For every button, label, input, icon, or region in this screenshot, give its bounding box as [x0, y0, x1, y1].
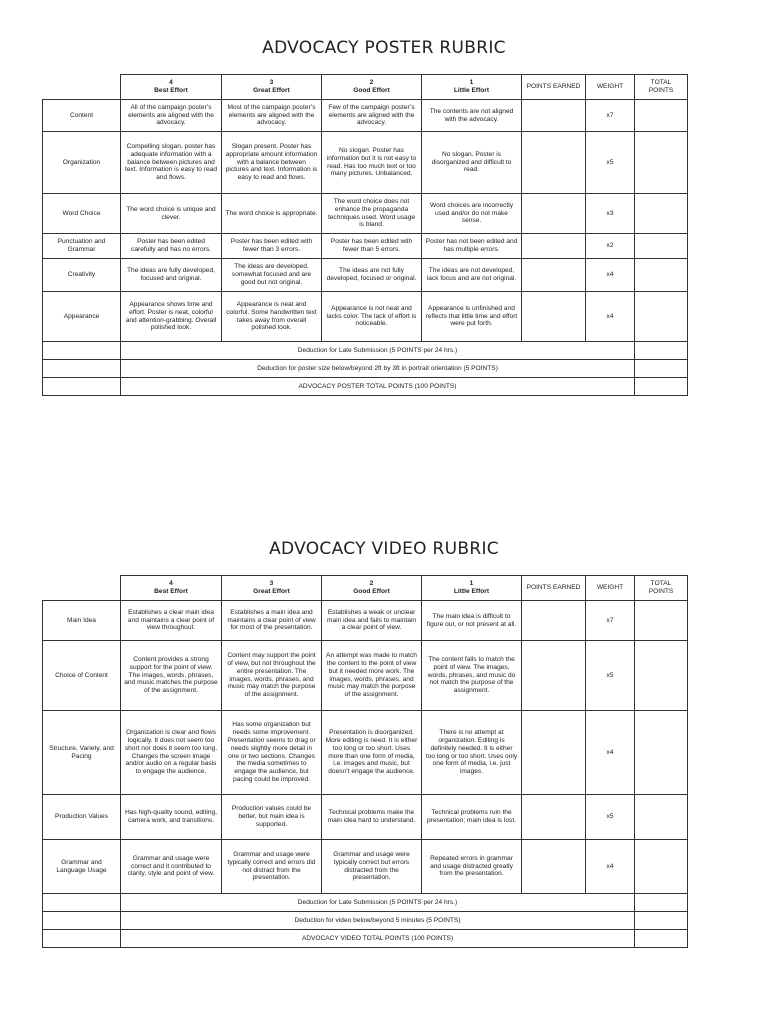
header-row: [43, 75, 688, 100]
level-3-header: 3 Great Effort: [222, 75, 322, 100]
level-4-descriptor: Compelling slogan, poster has adequate information with a balance between pictures and text. Information is easy to read and flows.: [121, 132, 222, 194]
level-2-descriptor: Appearance is not neat and lacks color. The lack of effort is noticeable.: [322, 292, 422, 342]
level-4-header: 4 Best Effort: [121, 75, 222, 100]
level-4-descriptor: Appearance shows time and effort. Poster is neat, colorful and attention-grabbing. Overall polished look.: [121, 292, 222, 342]
total-points-cell: [635, 601, 688, 641]
total-points-label: ADVOCACY POSTER TOTAL POINTS (100 POINTS): [121, 378, 635, 396]
level-3-descriptor: Most of the campaign poster’s elements are aligned with the advocacy.: [222, 100, 322, 132]
level-3-descriptor: Establishes a main idea and maintains a clear point of view for most of the presentation.: [222, 601, 322, 641]
rubric-row: [43, 601, 688, 641]
points-earned-header: POINTS EARNED: [522, 576, 586, 601]
weight-header: WEIGHT: [586, 576, 635, 601]
total-points-cell: [635, 100, 688, 132]
points-earned-cell: [522, 641, 586, 711]
criterion-label: Appearance: [43, 292, 121, 342]
level-1-descriptor: No slogan. Poster is disorganized and difficult to read.: [422, 132, 522, 194]
footer-spacer: [43, 360, 121, 378]
level-1-header: 1 Little Effort: [422, 576, 522, 601]
deduction-label: Deduction for Late Submission (5 POINTS per 24 hrs.): [121, 894, 635, 912]
footer-row: [43, 930, 688, 948]
level-2-descriptor: No slogan. Poster has information but it is not easy to read. Has too much text or too many pictures. Unbalanced.: [322, 132, 422, 194]
level-3-descriptor: Content may support the point of view, but not throughout the entire presentation. The images, words, phrases, and music may match the purpose of the assignment.: [222, 641, 322, 711]
level-2-descriptor: Presentation is disorganized. More editing is need. It is either too long or too short. Uses more than one form of media, i.e. images and music, but doesn’t engage the audience.: [322, 711, 422, 795]
rubric-row: [43, 840, 688, 894]
rubric-row: [43, 641, 688, 711]
level-2-descriptor: Establishes a weak or unclear main idea and fails to maintain a clear point of view.: [322, 601, 422, 641]
level-1-descriptor: The content fails to match the point of view. The images, words, phrases, and music do not match the purpose of the assignment.: [422, 641, 522, 711]
level-4-descriptor: Grammar and usage were correct and it contributed to clarity, style and point of view.: [121, 840, 222, 894]
weight-header: WEIGHT: [586, 75, 635, 100]
total-points-cell: [635, 840, 688, 894]
weight-value: x7: [586, 601, 635, 641]
weight-value: x4: [586, 292, 635, 342]
level-3-descriptor: The ideas are developed, somewhat focused and are good but not original.: [222, 259, 322, 292]
level-1-descriptor: Technical problems ruin the presentation; main idea is lost.: [422, 795, 522, 840]
footer-spacer: [43, 342, 121, 360]
weight-value: x5: [586, 641, 635, 711]
level-1-descriptor: The contents are not aligned with the advocacy.: [422, 100, 522, 132]
level-3-descriptor: Has some organization but needs some improvement. Presentation seems to drag or needs slightly more detail in one or two sections. Changes the media sometimes to engage the audience, but pacing could be improved.: [222, 711, 322, 795]
level-1-descriptor: The ideas are not developed, lack focus and are not original.: [422, 259, 522, 292]
footer-spacer: [43, 912, 121, 930]
footer-points-cell: [635, 360, 688, 378]
level-3-descriptor: Appearance is neat and colorful. Some handwritten text takes away from overall polished look.: [222, 292, 322, 342]
footer-row: [43, 912, 688, 930]
points-earned-cell: [522, 100, 586, 132]
rubric-row: [43, 292, 688, 342]
points-earned-cell: [522, 601, 586, 641]
level-4-descriptor: Content provides a strong support for the point of view. The images, words, phrases, and music matches the purpose of the assignment.: [121, 641, 222, 711]
level-2-descriptor: The word choice does not enhance the propaganda techniques used. Word usage is bland.: [322, 194, 422, 234]
level-3-descriptor: Production values could be better, but main idea is supported.: [222, 795, 322, 840]
deduction-label: Deduction for Late Submission (5 POINTS per 24 hrs.): [121, 342, 635, 360]
corner-cell: [43, 75, 121, 100]
rubric-row: [43, 194, 688, 234]
total-points-header: TOTAL POINTS: [635, 576, 688, 601]
total-points-cell: [635, 234, 688, 259]
criterion-label: Choice of Content: [43, 641, 121, 711]
weight-value: x5: [586, 132, 635, 194]
weight-value: x4: [586, 711, 635, 795]
footer-spacer: [43, 894, 121, 912]
level-1-header: 1 Little Effort: [422, 75, 522, 100]
criterion-label: Word Choice: [43, 194, 121, 234]
rubric-row: [43, 132, 688, 194]
rubric-row: [43, 234, 688, 259]
deduction-label: Deduction for poster size below/beyond 2ft by 3ft in portrait orientation (5 POINTS): [121, 360, 635, 378]
level-3-descriptor: Poster has been edited with fewer than 3 errors.: [222, 234, 322, 259]
footer-spacer: [43, 378, 121, 396]
weight-value: x4: [586, 259, 635, 292]
footer-points-cell: [635, 894, 688, 912]
header-row: [43, 576, 688, 601]
criterion-label: Organization: [43, 132, 121, 194]
level-2-descriptor: Few of the campaign poster’s elements are aligned with the advocacy.: [322, 100, 422, 132]
poster-rubric-table: [42, 74, 688, 396]
weight-value: x5: [586, 795, 635, 840]
footer-points-cell: [635, 912, 688, 930]
level-4-descriptor: Has high-quality sound, editing, camera work, and transitions.: [121, 795, 222, 840]
level-1-descriptor: Poster has not been edited and has multiple errors.: [422, 234, 522, 259]
level-4-descriptor: The word choice is unique and clever.: [121, 194, 222, 234]
weight-value: x2: [586, 234, 635, 259]
corner-cell: [43, 576, 121, 601]
points-earned-header: POINTS EARNED: [522, 75, 586, 100]
total-points-cell: [635, 259, 688, 292]
level-1-descriptor: Word choices are incorrectly used and/or do not make sense.: [422, 194, 522, 234]
level-1-descriptor: Appearance is unfinished and reflects that little time and effort were put forth.: [422, 292, 522, 342]
weight-value: x7: [586, 100, 635, 132]
rubric-row: [43, 100, 688, 132]
points-earned-cell: [522, 234, 586, 259]
rubric-row: [43, 711, 688, 795]
level-3-descriptor: Slogan present. Poster has appropriate amount information with a balance between pictures and text. Information is easy to read and flows.: [222, 132, 322, 194]
poster-rubric-title: ADVOCACY POSTER RUBRIC: [262, 38, 506, 58]
total-points-header: TOTAL POINTS: [635, 75, 688, 100]
rubric-row: [43, 795, 688, 840]
points-earned-cell: [522, 259, 586, 292]
points-earned-cell: [522, 711, 586, 795]
footer-points-cell: [635, 930, 688, 948]
footer-points-cell: [635, 342, 688, 360]
level-1-descriptor: There is no attempt at organization. Editing is definitely needed. It is either too long or too short. Uses only one form of media, i.e. just images.: [422, 711, 522, 795]
points-earned-cell: [522, 795, 586, 840]
total-points-cell: [635, 711, 688, 795]
criterion-label: Content: [43, 100, 121, 132]
level-4-header: 4 Best Effort: [121, 576, 222, 601]
footer-row: [43, 360, 688, 378]
criterion-label: Punctuation and Grammar: [43, 234, 121, 259]
footer-row: [43, 342, 688, 360]
video-rubric-title: ADVOCACY VIDEO RUBRIC: [269, 539, 499, 559]
level-3-descriptor: Grammar and usage were typically correct and errors did not distract from the presentation.: [222, 840, 322, 894]
level-4-descriptor: The ideas are fully developed, focused and original.: [121, 259, 222, 292]
level-4-descriptor: All of the campaign poster’s elements are aligned with the advocacy.: [121, 100, 222, 132]
level-2-header: 2 Good Effort: [322, 75, 422, 100]
level-4-descriptor: Establishes a clear main idea and maintains a clear point of view throughout.: [121, 601, 222, 641]
level-2-descriptor: Technical problems make the main idea hard to understand.: [322, 795, 422, 840]
level-3-descriptor: The word choice is appropriate.: [222, 194, 322, 234]
weight-value: x3: [586, 194, 635, 234]
total-points-cell: [635, 795, 688, 840]
total-points-cell: [635, 132, 688, 194]
points-earned-cell: [522, 194, 586, 234]
level-1-descriptor: The main idea is difficult to figure out, or not present at all.: [422, 601, 522, 641]
criterion-label: Production Values: [43, 795, 121, 840]
level-1-descriptor: Repeated errors in grammar and usage distracted greatly from the presentation.: [422, 840, 522, 894]
criterion-label: Creativity: [43, 259, 121, 292]
footer-row: [43, 894, 688, 912]
criterion-label: Structure, Variety, and Pacing: [43, 711, 121, 795]
weight-value: x4: [586, 840, 635, 894]
points-earned-cell: [522, 132, 586, 194]
footer-spacer: [43, 930, 121, 948]
total-points-label: ADVOCACY VIDEO TOTAL POINTS (100 POINTS): [121, 930, 635, 948]
criterion-label: Main Idea: [43, 601, 121, 641]
total-points-cell: [635, 292, 688, 342]
footer-points-cell: [635, 378, 688, 396]
rubric-row: [43, 259, 688, 292]
level-2-descriptor: An attempt was made to match the content to the point of view but it needed more work. The images, words, phrases, and music may match the purpose of the assignment.: [322, 641, 422, 711]
level-4-descriptor: Poster has been edited carefully and has no errors.: [121, 234, 222, 259]
level-4-descriptor: Organization is clear and flows logically. It does not seem too short nor does it seem too long. Changes the screen image and/or audio on a regular basis to engage the audience.: [121, 711, 222, 795]
footer-row: [43, 378, 688, 396]
level-3-header: 3 Great Effort: [222, 576, 322, 601]
level-2-descriptor: Grammar and usage were typically correct but errors distracted from the presentation.: [322, 840, 422, 894]
level-2-header: 2 Good Effort: [322, 576, 422, 601]
level-2-descriptor: Poster has been edited with fewer than 5 errors.: [322, 234, 422, 259]
deduction-label: Deduction for video below/beyond 5 minutes (5 POINTS): [121, 912, 635, 930]
level-2-descriptor: The ideas are not fully developed, focused or original.: [322, 259, 422, 292]
total-points-cell: [635, 194, 688, 234]
points-earned-cell: [522, 840, 586, 894]
video-rubric-table: [42, 575, 688, 948]
points-earned-cell: [522, 292, 586, 342]
total-points-cell: [635, 641, 688, 711]
criterion-label: Grammar and Language Usage: [43, 840, 121, 894]
